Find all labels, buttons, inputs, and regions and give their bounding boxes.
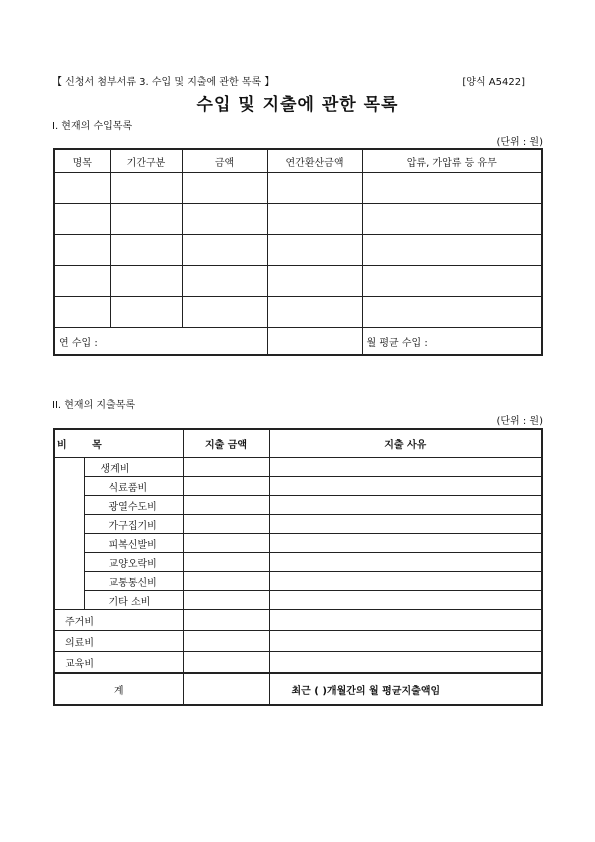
expense-amount-cell[interactable] (183, 477, 269, 496)
expense-amount-cell[interactable] (183, 610, 269, 631)
living-item-label: 식료품비 (84, 477, 183, 496)
expense-reason-cell[interactable] (269, 610, 542, 631)
expense-amount-cell[interactable] (183, 572, 269, 591)
income-table (53, 148, 543, 356)
income-cell[interactable] (267, 266, 362, 297)
living-item-label: 교통통신비 (84, 572, 183, 591)
income-cell[interactable] (182, 173, 267, 204)
total-amount-cell[interactable] (183, 673, 269, 705)
expense-row-housing (54, 610, 542, 631)
expense-unit: (단위 : 원) (496, 416, 543, 427)
expense-amount-cell[interactable] (183, 591, 269, 610)
expense-section-title: II. 현재의 지출목록 (52, 400, 136, 411)
expense-reason-cell[interactable] (269, 458, 542, 477)
col-seizure: 압류, 가압류 등 유무 (362, 149, 542, 173)
expense-amount-cell[interactable] (183, 534, 269, 553)
expense-reason-cell[interactable] (269, 652, 542, 674)
expense-row (54, 572, 542, 591)
living-item-label: 가구집기비 (84, 515, 183, 534)
expense-reason-cell[interactable] (269, 477, 542, 496)
expense-reason-cell[interactable] (269, 553, 542, 572)
expense-row (54, 515, 542, 534)
col-amount: 금액 (182, 149, 267, 173)
income-header-row (54, 149, 542, 173)
expense-table (53, 428, 543, 706)
expense-row (54, 477, 542, 496)
col-expense-reason: 지출 사유 (269, 429, 542, 458)
income-cell[interactable] (267, 204, 362, 235)
expense-amount-cell[interactable] (183, 652, 269, 674)
expense-total-row (54, 673, 542, 705)
income-row (54, 173, 542, 204)
income-cell[interactable] (362, 297, 542, 328)
income-cell[interactable] (54, 266, 110, 297)
income-cell[interactable] (362, 266, 542, 297)
expense-row-living (54, 458, 542, 477)
col-category (54, 429, 183, 458)
form-number: [양식 A5422] (462, 77, 525, 88)
total-note: 최근 ( )개월간의 월 평균지출액임 (269, 673, 542, 705)
income-row (54, 204, 542, 235)
income-cell[interactable] (110, 297, 182, 328)
expense-row (54, 553, 542, 572)
expense-reason-cell[interactable] (269, 496, 542, 515)
expense-reason-cell[interactable] (269, 515, 542, 534)
annual-income-field[interactable]: 연 수입 : (54, 328, 267, 356)
expense-reason-cell[interactable] (269, 534, 542, 553)
income-cell[interactable] (110, 266, 182, 297)
expense-reason-cell[interactable] (269, 572, 542, 591)
expense-row (54, 534, 542, 553)
income-row (54, 235, 542, 266)
expense-reason-cell[interactable] (269, 591, 542, 610)
education-label: 교육비 (54, 652, 183, 674)
col-expense-amount: 지출 금액 (183, 429, 269, 458)
income-cell[interactable] (110, 204, 182, 235)
monthly-income-field[interactable]: 월 평균 수입 : (362, 328, 542, 356)
housing-label: 주거비 (54, 610, 183, 631)
income-cell[interactable] (182, 297, 267, 328)
expense-row-education (54, 652, 542, 674)
income-cell[interactable] (54, 235, 110, 266)
living-indent-cell (54, 458, 84, 610)
expense-reason-cell[interactable] (269, 631, 542, 652)
income-cell[interactable] (182, 266, 267, 297)
income-row (54, 266, 542, 297)
income-footer-blank[interactable] (267, 328, 362, 356)
income-cell[interactable] (110, 235, 182, 266)
living-item-label: 교양오락비 (84, 553, 183, 572)
expense-amount-cell[interactable] (183, 553, 269, 572)
expense-row (54, 591, 542, 610)
attachment-label: 【 신청서 첨부서류 3. 수입 및 지출에 관한 목록 】 (52, 77, 275, 88)
income-section-title: I. 현재의 수입목록 (52, 121, 133, 132)
income-cell[interactable] (54, 173, 110, 204)
income-cell[interactable] (267, 235, 362, 266)
income-cell[interactable] (54, 297, 110, 328)
living-item-label: 피복신발비 (84, 534, 183, 553)
income-row (54, 297, 542, 328)
expense-header-row (54, 429, 542, 458)
expense-amount-cell[interactable] (183, 515, 269, 534)
expense-row-medical (54, 631, 542, 652)
page-title: 수입 및 지출에 관한 목록 (196, 95, 399, 115)
col-period: 기간구분 (110, 149, 182, 173)
income-cell[interactable] (267, 173, 362, 204)
col-name: 명목 (54, 149, 110, 173)
income-cell[interactable] (362, 235, 542, 266)
col-category-label: 비 목 (57, 440, 113, 451)
living-item-label: 기타 소비 (84, 591, 183, 610)
col-annual: 연간환산금액 (267, 149, 362, 173)
income-cell[interactable] (182, 204, 267, 235)
expense-amount-cell[interactable] (183, 496, 269, 515)
expense-amount-cell[interactable] (183, 458, 269, 477)
living-item-label: 광열수도비 (84, 496, 183, 515)
income-cell[interactable] (267, 297, 362, 328)
expense-row (54, 496, 542, 515)
total-label: 계 (54, 673, 183, 705)
expense-amount-cell[interactable] (183, 631, 269, 652)
income-cell[interactable] (362, 204, 542, 235)
income-cell[interactable] (54, 204, 110, 235)
income-cell[interactable] (110, 173, 182, 204)
living-label: 생계비 (84, 458, 183, 477)
income-unit: (단위 : 원) (496, 137, 543, 148)
medical-label: 의료비 (54, 631, 183, 652)
income-cell[interactable] (182, 235, 267, 266)
income-cell[interactable] (362, 173, 542, 204)
income-footer-row (54, 328, 542, 356)
